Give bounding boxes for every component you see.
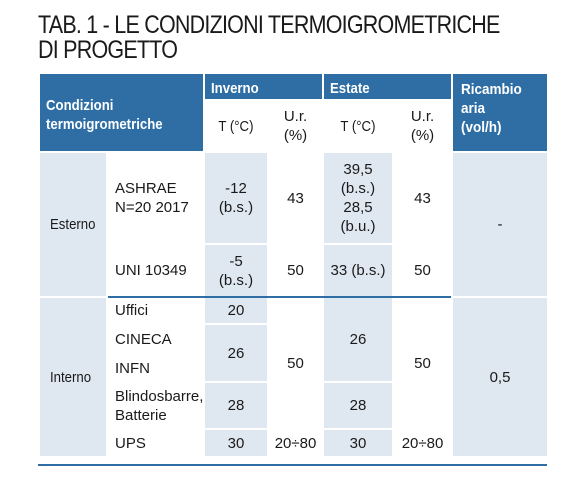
cell-ups-est-t: 30 <box>323 429 393 457</box>
cell-cineca-infn-inv-t: 26 <box>204 324 268 382</box>
cell-ashrae-est-t: 39,5 (b.s.) 28,5 (b.u.) <box>323 152 393 244</box>
cell-ashrae-est-ur: 43 <box>393 152 452 244</box>
row-group-interno: Interno <box>39 297 107 457</box>
cell-ashrae-inv-ur: 43 <box>268 152 323 244</box>
table-title <box>38 13 500 63</box>
cell-ashrae-name: ASHRAE N=20 2017 <box>107 152 204 244</box>
title-line-1: TAB. 1 - LE CONDIZIONI TERMOIGROMETRICHE <box>38 11 500 39</box>
table-bottom-rule <box>38 464 547 466</box>
header-inverno-t: T (°C) <box>204 100 268 152</box>
cell-group-inv-ur: 50 <box>268 297 323 429</box>
row-group-esterno: Esterno <box>39 152 107 297</box>
cell-uffici-name: Uffici <box>107 297 204 324</box>
cell-group-est-t: 26 <box>323 297 393 382</box>
header-inverno-ur: U.r. (%) <box>268 100 323 152</box>
header-ricambio: Ricambio aria (vol/h) <box>452 73 548 152</box>
header-condizioni: Condizioni termoigrometriche <box>39 73 204 152</box>
cell-ups-inv-t: 30 <box>204 429 268 457</box>
header-estate: Estate <box>323 73 452 100</box>
cell-cineca-name: CINECA <box>107 324 204 354</box>
cell-uni-est-t: 33 (b.s.) <box>323 244 393 297</box>
cell-esterno-ricambio: - <box>452 152 548 297</box>
header-estate-t: T (°C) <box>323 100 393 152</box>
cell-uni-est-ur: 50 <box>393 244 452 297</box>
cell-uni-name: UNI 10349 <box>107 244 204 297</box>
table-row <box>39 297 548 324</box>
cell-group-est-ur: 50 <box>393 297 452 429</box>
cell-ups-est-ur: 20÷80 <box>393 429 452 457</box>
header-row-1 <box>39 73 548 100</box>
cell-ups-inv-ur: 20÷80 <box>268 429 323 457</box>
cell-uni-inv-t: -5 (b.s.) <box>204 244 268 297</box>
cell-ups-name: UPS <box>107 429 204 457</box>
cell-uni-inv-ur: 50 <box>268 244 323 297</box>
cell-interno-ricambio: 0,5 <box>452 297 548 457</box>
title-line-2: DI PROGETTO <box>38 36 178 64</box>
header-estate-ur: U.r. (%) <box>393 100 452 152</box>
conditions-table <box>38 72 549 458</box>
cell-blindo-name: Blindosbarre, Batterie <box>107 382 204 429</box>
header-inverno: Inverno <box>204 73 323 100</box>
cell-infn-name: INFN <box>107 354 204 382</box>
cell-uffici-inv-t: 20 <box>204 297 268 324</box>
cell-ashrae-inv-t: -12 (b.s.) <box>204 152 268 244</box>
table-row <box>39 152 548 244</box>
cell-blindo-inv-t: 28 <box>204 382 268 429</box>
cell-blindo-est-t: 28 <box>323 382 393 429</box>
